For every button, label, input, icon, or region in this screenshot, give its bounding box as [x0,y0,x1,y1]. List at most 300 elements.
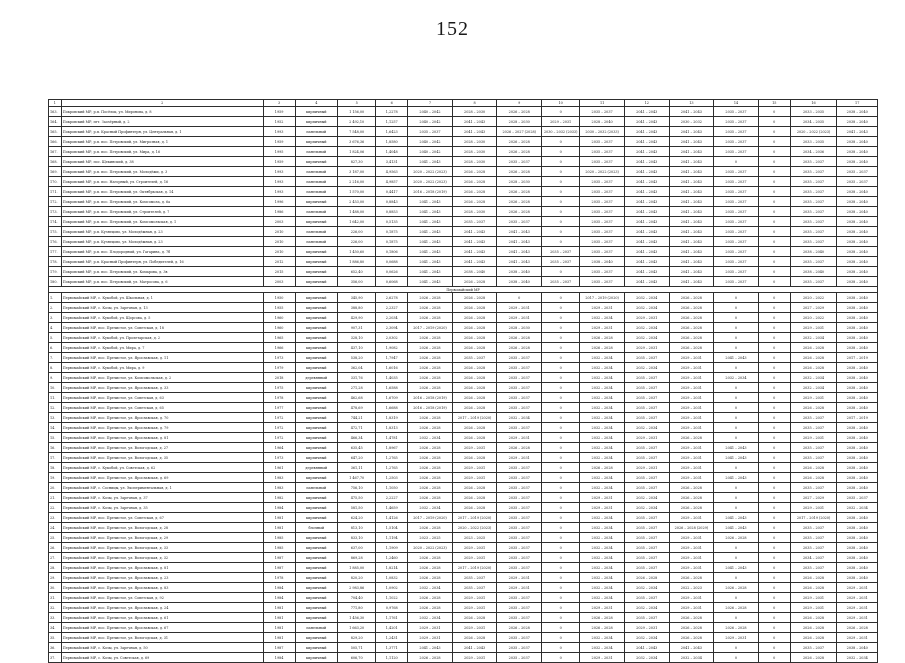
repair-period-cell: 2035 – 2037 [790,177,837,187]
row-number-cell: 18. [49,463,62,473]
repair-period-cell: 0 [758,493,790,503]
repair-period-cell: 2032 – 2034 [624,583,669,593]
repair-period-cell: 2035 – 2037 [580,267,625,277]
area-cell: 3 676,36 [338,137,376,147]
repair-period-cell: 2038 – 2040 [837,423,878,433]
area-cell: 2 983,86 [338,583,376,593]
repair-period-cell: 2035 – 2037 [714,137,759,147]
address-cell: Покровский МР, р.п. пос. Петровский, ул. Октябрьская, д. 14 [61,187,263,197]
repair-period-cell: 2020 – 2022 (2023) [408,167,453,177]
year-built-cell: 1972 [263,413,295,423]
table-row [49,443,878,453]
repair-period-cell: 0 [758,257,790,267]
row-number-cell: 165. [49,127,62,137]
repair-period-cell: 2029 – 2031 [790,393,837,403]
repair-period-cell: 0 [542,573,580,583]
address-cell: Покровский МР, р.п. пос. Петровский, ул. Мира, д. 16 [61,147,263,157]
repair-period-cell: 2029 – 2031 [669,463,714,473]
wall-material-cell: кирпичный [295,413,338,423]
year-built-cell: 1984 [263,503,295,513]
address-cell: Покровский МР, р.п. пос. Петровский, ул. Молодёжи, д. 3 [61,167,263,177]
repair-period-cell: 2035 – 2037 [714,167,759,177]
repair-period-cell: 2029 – 2031 [624,343,669,353]
table-row [49,127,878,137]
repair-period-cell: 2035 – 2037 [714,117,759,127]
repair-period-cell: 0 [758,583,790,593]
repair-period-cell: 2029 – 2031 [790,593,837,603]
repair-period-cell: 2041 – 2043 [624,267,669,277]
repair-period-cell: 2026 – 2028 [408,653,453,663]
repair-period-cell: 2029 – 2031 [669,563,714,573]
row-number-cell: 28. [49,563,62,573]
address-cell: Первомайский МР, пос. Пречистое, ул. Советская, д. 63 [61,393,263,403]
repair-period-cell: 0 [714,593,759,603]
repair-period-cell: 2032 – 2034 [624,603,669,613]
row-number-cell: 37. [49,653,62,663]
repair-period-cell: 2026 – 2028 [497,623,542,633]
area-cell: 1 467,70 [338,473,376,483]
wear-coefficient-cell: 1,8313 [376,423,408,433]
repair-period-cell: 2041 – 2043 [669,127,714,137]
row-number-cell: 11. [49,393,62,403]
repair-period-cell: 2041 – 2043 [669,167,714,177]
repair-period-cell: 2032 – 2034 [580,433,625,443]
wall-material-cell: кирпичный [295,333,338,343]
repair-period-cell: 2026 – 2028 [497,147,542,157]
wear-coefficient-cell: 1,2503 [376,473,408,483]
column-index-cell: 7 [408,100,453,107]
repair-period-cell: 0 [758,383,790,393]
repair-period-cell: 2029 – 2031 [669,393,714,403]
repair-period-cell: 2035 – 2037 [497,593,542,603]
repair-period-cell: 2020 – 2022 (2023) [408,177,453,187]
repair-period-cell: 0 [542,227,580,237]
repair-period-cell: 2035 – 2037 [837,167,878,177]
address-cell: Покровский МР, р.п. Красный Профинтерн, ул. Победителей, д. 16 [61,257,263,267]
repair-period-cell: 2038 – 2040 [837,523,878,533]
repair-period-cell: 2041 – 2043 [624,277,669,287]
repair-period-cell: 2029 – 2031 [452,543,497,553]
repair-period-cell: 2038 – 2040 [837,157,878,167]
repair-period-cell: 2026 – 2028 [408,453,453,463]
row-number-cell: 10. [49,383,62,393]
repair-period-cell: 2038 – 2040 [790,267,837,277]
repair-period-cell: 2026 – 2028 [580,463,625,473]
repair-period-cell: 2038 – 2040 [837,237,878,247]
repair-period-cell: 0 [758,117,790,127]
repair-period-cell: 0 [542,363,580,373]
year-built-cell: 1965 [263,333,295,343]
row-number-cell: 21. [49,493,62,503]
repair-period-cell: 0 [758,293,790,303]
area-cell: 813,10 [338,523,376,533]
repair-period-cell: 2030 – 2032 (2033) [542,127,580,137]
table-row [49,197,878,207]
repair-period-cell: 2041 – 2043 [624,237,669,247]
repair-period-cell: 2041 – 2043 [624,167,669,177]
repair-period-cell: 2026 – 2028 [669,303,714,313]
table-row [49,227,878,237]
repair-period-cell: 2032 – 2034 [580,523,625,533]
repair-period-cell: 2032 – 2034 [580,553,625,563]
wear-coefficient-cell: 1,2431 [376,633,408,643]
repair-period-cell: 2026 – 2028 [408,373,453,383]
table-row [49,653,878,663]
table-row [49,583,878,593]
wall-material-cell: кирпичный [295,493,338,503]
area-cell: 345,90 [338,293,376,303]
column-index-cell: 14 [714,100,759,107]
repair-period-cell: 2026 – 2028 [452,313,497,323]
wear-coefficient-cell: 1,1120 [376,653,408,663]
wear-coefficient-cell: 1,6688 [376,403,408,413]
column-index-cell: 11 [580,100,625,107]
repair-period-cell: 2041 – 2043 [669,227,714,237]
capital-repair-schedule-table [48,99,878,663]
repair-period-cell: 2029 – 2031 [497,573,542,583]
repair-period-cell: 2035 – 2037 [790,157,837,167]
repair-period-cell: 0 [542,403,580,413]
repair-period-cell: 2034 – 2035 [790,117,837,127]
repair-period-cell: 2035 – 2037 [580,237,625,247]
row-number-cell: 22. [49,503,62,513]
wear-coefficient-cell: 2,2227 [376,493,408,503]
repair-period-cell: 2035 – 2037 [497,403,542,413]
year-built-cell: 1993 [263,177,295,187]
repair-period-cell: 0 [714,343,759,353]
row-number-cell: 4. [49,323,62,333]
table-row [49,613,878,623]
repair-period-cell: 0 [542,197,580,207]
repair-period-cell: 2029 – 2031 [669,453,714,463]
repair-period-cell: 2035 – 2037 [790,277,837,287]
repair-period-cell: 2041 – 2043 [408,237,453,247]
repair-period-cell: 2041 – 2043 [669,207,714,217]
column-index-row [49,100,878,107]
repair-period-cell: 2026 – 2028 [452,403,497,413]
wall-material-cell: кирпичный [295,257,338,267]
table-row [49,363,878,373]
address-cell: Покровский МР, р.п. пос. Нагорный, ул. Строителей, д. 16 [61,177,263,187]
repair-period-cell: 2035 – 2037 [497,603,542,613]
area-cell: 1 824,06 [338,147,376,157]
address-cell: Первомайский МР, пос. Пречистое, ул. Вологодская, д. 35 [61,453,263,463]
repair-period-cell: 2035 – 2037 [790,227,837,237]
year-built-cell: 1983 [263,473,295,483]
repair-period-cell: 2038 – 2040 [837,443,878,453]
row-number-cell: 14. [49,423,62,433]
row-number-cell: 174. [49,217,62,227]
repair-period-cell: 2026 – 2028 [497,443,542,453]
repair-period-cell: 0 [758,373,790,383]
repair-period-cell: 2033 – 2035 [790,107,837,117]
repair-period-cell: 2032 – 2034 [580,513,625,523]
year-built-cell: 1979 [263,363,295,373]
repair-period-cell: 2026 – 2028 [790,613,837,623]
repair-period-cell: 2032 – 2034 [580,573,625,583]
repair-period-cell: 2035 – 2037 [714,177,759,187]
repair-period-cell: 2032 – 2034 [669,653,714,663]
column-index-cell: 6 [376,100,408,107]
area-cell: 472,71 [338,423,376,433]
table-row [49,207,878,217]
repair-period-cell: 2026 – 2028 [408,483,453,493]
row-number-cell: 172. [49,197,62,207]
repair-period-cell: 2035 – 2037 [497,493,542,503]
wear-coefficient-cell: 1,9082 [376,343,408,353]
wall-material-cell: кирпичный [295,553,338,563]
repair-period-cell: 2035 – 2037 [714,217,759,227]
repair-period-cell: 2035 – 2037 [714,257,759,267]
year-built-cell: 1975 [263,383,295,393]
repair-period-cell: 0 [758,573,790,583]
wall-material-cell: деревянный [295,463,338,473]
repair-period-cell: 2041 – 2043 [624,187,669,197]
repair-period-cell: 0 [542,333,580,343]
repair-period-cell: 2032 – 2034 [580,483,625,493]
address-cell: Первомайский МР, пос. Пречистое, ул. Вологодская, д. 28 [61,523,263,533]
row-number-cell: 30. [49,583,62,593]
repair-period-cell: 2026 – 2028 (2029) [669,523,714,533]
repair-period-cell: 2035 – 2037 [714,197,759,207]
area-cell: 361,11 [338,463,376,473]
repair-period-cell: 2035 – 2037 [790,167,837,177]
area-cell: 624,20 [338,513,376,523]
wear-coefficient-cell: 1,1194 [376,533,408,543]
year-built-cell: 1978 [263,393,295,403]
repair-period-cell: 0 [542,513,580,523]
repair-period-cell: 2035 – 2037 [790,257,837,267]
repair-period-cell: 0 [758,463,790,473]
wall-material-cell: кирпичный [295,563,338,573]
year-built-cell: 2003 [263,217,295,227]
address-cell: Первомайский МР, с. Кукобой, ул. Советская, д. 62 [61,463,263,473]
repair-period-cell: 2032 – 2034 [580,583,625,593]
row-number-cell: 16. [49,443,62,453]
table-row [49,147,878,157]
wear-coefficient-cell: 0,4417 [376,187,408,197]
address-cell: Первомайский МР, с. Козы, ул. Заречная, д. 37 [61,493,263,503]
repair-period-cell: 2035 – 2037 [580,147,625,157]
repair-period-cell: 2041 – 2043 [669,217,714,227]
repair-period-cell: 2029 – 2031 [669,473,714,483]
area-cell: 606,70 [338,653,376,663]
column-index-cell: 3 [263,100,295,107]
area-cell: 2 453,00 [338,197,376,207]
area-cell: 271,28 [338,383,376,393]
wall-material-cell: кирпичный [295,267,338,277]
repair-period-cell: 0 [542,147,580,157]
table-row [49,267,878,277]
repair-period-cell: 2029 – 2031 [624,623,669,633]
repair-period-cell: 2035 – 2037 [790,187,837,197]
repair-period-cell: 2026 – 2028 [408,303,453,313]
repair-period-cell: 0 [542,167,580,177]
repair-period-cell: 2035 – 2037 [497,513,542,523]
repair-period-cell: 2035 – 2037 [624,403,669,413]
repair-period-cell: 2026 – 2028 [669,333,714,343]
repair-period-cell: 0 [714,463,759,473]
repair-period-cell: 2029 – 2031 [669,543,714,553]
wall-material-cell: кирпичный [295,117,338,127]
repair-period-cell: 2040 – 2042 [408,107,453,117]
address-cell: Первомайский МР, пос. Пречистое, ул. Вологодская, д. 27 [61,443,263,453]
repair-period-cell: 2026 – 2028 [714,583,759,593]
repair-period-cell: 2034 – 2036 [790,147,837,157]
repair-period-cell: 2026 – 2028 [408,363,453,373]
repair-period-cell: 0 [542,593,580,603]
repair-period-cell: 2032 – 2034 [624,493,669,503]
table-row [49,403,878,413]
repair-period-cell: 2029 – 2031 [497,433,542,443]
year-built-cell: 1960 [263,323,295,333]
table-row [49,533,878,543]
area-cell: 744,21 [338,413,376,423]
repair-period-cell: 2041 – 2043 [669,107,714,117]
repair-period-cell: 2035 – 2037 [714,237,759,247]
table-row [49,303,878,313]
area-cell: 226,00 [338,237,376,247]
repair-period-cell: 2041 – 2043 [624,227,669,237]
repair-period-cell: 2026 – 2028 [669,293,714,303]
repair-period-cell: 2032 – 2034 [580,643,625,653]
repair-period-cell: 2029 – 2031 [408,623,453,633]
repair-period-cell: 2032 – 2034 [580,313,625,323]
wall-material-cell: панельный [295,237,338,247]
wear-coefficient-cell: 1,4126 [376,513,408,523]
year-built-cell: 2010 [263,247,295,257]
address-cell: Первомайский МР, пос. Пречистое, ул. Ярославская, д. 67 [61,623,263,633]
repair-period-cell: 2029 – 2031 [580,653,625,663]
repair-period-cell: 2017 – 2019 (2020) [580,293,625,303]
row-number-cell: 34. [49,623,62,633]
area-cell: 1 885,00 [338,563,376,573]
repair-period-cell: 2029 – 2031 [669,533,714,543]
address-cell: Первомайский МР, пос. Пречистое, ул. Ярославская, д. 61 [61,613,263,623]
repair-period-cell: 2040 – 2042 [408,137,453,147]
repair-period-cell: 2022 – 2023 [669,583,714,593]
area-cell: 1 642,00 [338,217,376,227]
repair-period-cell: 2038 – 2040 [837,453,878,463]
repair-period-cell: 0 [758,523,790,533]
repair-period-cell: 2020 – 2022 [790,313,837,323]
year-built-cell: 1984 [263,583,295,593]
wear-coefficient-cell: 0,1875 [376,227,408,237]
wear-coefficient-cell: 0,6068 [376,277,408,287]
address-cell: Покровский МР, р.п. пос. Петровский, ул. Комсомольская, д. 1 [61,217,263,227]
repair-period-cell: 2026 – 2028 [452,343,497,353]
repair-period-cell: 2035 – 2037 [580,107,625,117]
table-row [49,177,878,187]
area-cell: 226,00 [338,227,376,237]
repair-period-cell: 0 [542,493,580,503]
table-row [49,453,878,463]
wall-material-cell: кирпичный [295,533,338,543]
repair-period-cell: 2041 – 2043 [837,127,878,137]
wear-coefficient-cell: 1,8214 [376,563,408,573]
row-number-cell: 5. [49,333,62,343]
repair-period-cell: 2026 – 2028 [452,293,497,303]
wear-coefficient-cell: 2,3094 [376,323,408,333]
repair-period-cell: 2026 – 2028 [669,623,714,633]
repair-period-cell: 2035 – 2037 [497,373,542,383]
repair-period-cell: 2041 – 2043 [624,127,669,137]
year-built-cell: 1977 [263,403,295,413]
repair-period-cell: 2038 – 2040 [837,257,878,267]
repair-period-cell: 2041 – 2043 [669,187,714,197]
repair-period-cell: 2038 – 2040 [837,543,878,553]
repair-period-cell: 2026 – 2028 [580,343,625,353]
wear-coefficient-cell: 2,2327 [376,303,408,313]
repair-period-cell: 2041 – 2043 [497,257,542,267]
repair-period-cell: 2038 – 2040 [837,383,878,393]
repair-period-cell: 2041 – 2043 [669,147,714,157]
repair-period-cell: 2028 – 2030 [452,207,497,217]
repair-period-cell: 2038 – 2040 [837,277,878,287]
address-cell: Покровский МР, р.п. Кузнецово, ул. Молодёжная, д. 23 [61,227,263,237]
repair-period-cell: 0 [758,513,790,523]
row-number-cell: 1. [49,293,62,303]
wall-material-cell: кирпичный [295,107,338,117]
repair-period-cell: 2029 – 2031 [580,323,625,333]
table-row [49,323,878,333]
address-cell: Первомайский МР, пос. Пречистое, ул. Советская, д. 65 [61,403,263,413]
row-number-cell: 36. [49,643,62,653]
table-row [49,633,878,643]
year-built-cell: 2015 [263,267,295,277]
repair-period-cell: 2035 – 2037 [790,453,837,463]
area-cell: 331,76 [338,373,376,383]
repair-period-cell: 2035 – 2037 [790,217,837,227]
repair-period-cell: 2026 – 2028 [790,583,837,593]
repair-period-cell: 2016 – 2018 (2019) [408,393,453,403]
repair-period-cell: 0 [542,503,580,513]
repair-period-cell: 2035 – 2037 [497,393,542,403]
wall-material-cell: панельный [295,127,338,137]
repair-period-cell: 2041 – 2043 [408,207,453,217]
wear-coefficient-cell: 0,8853 [376,207,408,217]
repair-period-cell: 2029 – 2031 [790,503,837,513]
repair-period-cell: 2017 – 2019 (2020) [452,563,497,573]
row-number-cell: 13. [49,413,62,423]
column-index-cell: 8 [452,100,497,107]
page-number: 152 [436,18,469,40]
repair-period-cell: 2041 – 2043 [714,353,759,363]
repair-period-cell: 0 [714,413,759,423]
repair-period-cell: 2035 – 2037 [542,277,580,287]
wall-material-cell: кирпичный [295,343,338,353]
area-cell: 771,80 [338,603,376,613]
repair-period-cell: 2038 – 2040 [837,373,878,383]
repair-period-cell: 0 [758,147,790,157]
district-section-title: Первомайский МР [49,287,878,293]
table-row [49,513,878,523]
column-index-cell: 2 [61,100,263,107]
table-row [49,257,878,267]
repair-period-cell: 2017 – 2019 (2020) [790,513,837,523]
repair-period-cell: 2029 – 2031 [497,303,542,313]
repair-period-cell: 0 [542,623,580,633]
table-row [49,217,878,227]
wall-material-cell: кирпичный [295,423,338,433]
table-row [49,137,878,147]
repair-period-cell: 2035 – 2037 [497,553,542,563]
row-number-cell: 12. [49,403,62,413]
repair-period-cell: 2032 – 2034 [408,583,453,593]
row-number-cell: 9. [49,373,62,383]
repair-period-cell: 0 [542,433,580,443]
repair-period-cell: 2035 – 2037 [580,177,625,187]
